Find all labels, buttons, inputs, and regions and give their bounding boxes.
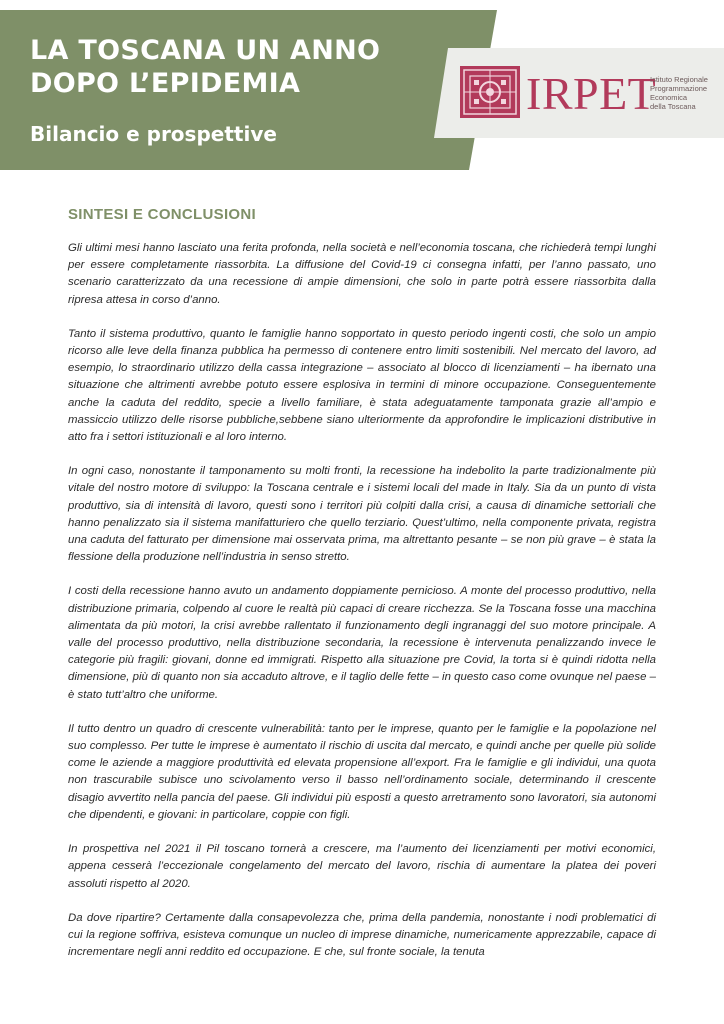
body-text — [68, 240, 656, 978]
title-line-2: DOPO L’EPIDEMIA — [30, 68, 301, 99]
paragraph: In ogni caso, nonostante il tamponamento su molti fronti, la recessione ha indebolito la parte tradizionalmente più vitale del nostro motore di sviluppo: la Toscana centrale e i sistemi locali del made in Italy. Sia da un punto di vista produttivo, sia di intensità di lavoro, questi sono i territori più colpiti dalla crisi, a causa di dinamiche settoriali che hanno penalizzato sia il sistema manifatturiero che quello terziario. Quest’ultimo, nella componente privata, registra una caduta del fatturato per dimensione mai osservata prima, ma altrettanto pesante – se non più grave – è stata la flessione della produzione nell’industria in senso stretto. — [68, 465, 656, 564]
section-heading: SINTESI E CONCLUSIONI — [68, 206, 256, 223]
document-title — [30, 34, 380, 100]
paragraph: Gli ultimi mesi hanno lasciato una ferita profonda, nella società e nell’economia toscana, che richiederà tempi lunghi per essere completamente riassorbita. La diffusione del Covid-19 ci consegna infatti, per l’anno passato, uno scenario caratterizzato da una recessione di ampie dimensioni, che solo in parte potrà essere riassorbita dalla ripresa attesa in corso d’anno. — [68, 242, 656, 306]
header-banner — [0, 10, 500, 170]
paragraph: In prospettiva nel 2021 il Pil toscano tornerà a crescere, ma l’aumento dei licenziamenti per motivi economici, appena cesserà l’eccezionale congelamento del mercato del lavoro, rischia di aumentare la platea dei poveri assoluti rispetto al 2020. — [68, 843, 656, 890]
document-subtitle: Bilancio e prospettive — [30, 122, 277, 146]
logo-wordmark: IRPET — [526, 68, 657, 119]
irpet-emblem-icon — [460, 64, 520, 120]
logo-sub-line: Economica — [650, 93, 688, 102]
paragraph: Tanto il sistema produttivo, quanto le famiglie hanno sopportato in questo periodo ingenti costi, che solo un ampio ricorso alle leve della finanza pubblica ha permesso di contenere entro limiti sostenibili. Nel mercato del lavoro, ad esempio, lo straordinario utilizzo della cassa integrazione – associato al blocco di licenziamenti – ha ibernato una situazione che altrimenti avrebbe potuto essere esplosiva in termini di minore occupazione. Conseguentemente anche la caduta del reddito, specie a livello familiare, è stata adeguatamente tamponata grazie all’ampio e massiccio utilizzo delle risorse pubbliche,sebbene siano ulteriormente da approfondire le implicazioni distributive in atto fra i settori istituzionali e al loro interno. — [68, 327, 656, 444]
title-line-1: LA TOSCANA UN ANNO — [30, 35, 381, 66]
logo-sub-line: Istituto Regionale — [650, 75, 708, 84]
paragraph: I costi della recessione hanno avuto un andamento doppiamente pernicioso. A monte del processo produttivo, nella distribuzione primaria, colpendo al cuore le realtà più capaci di creare ricchezza. Se la Toscana fosse una macchina alimentata da più motori, la crisi avrebbe rallentato il funzionamento degli ingranaggi del suo motore principale. A valle del processo produttivo, nella distribuzione secondaria, la recessione è intervenuta penalizzando invece le categorie più fragili: giovani, donne ed immigrati. Rispetto alla situazione pre Covid, la torta si è quindi ridotta nella dimensione, più di quanto non sia accaduto altrove, e il taglio delle fette – in questo caso come ovunque nel paese – è stato tutt’altro che uniforme. — [68, 585, 656, 701]
logo-sub-line: Programmazione — [650, 84, 708, 93]
paragraph: Da dove ripartire? Certamente dalla consapevolezza che, prima della pandemia, nonostante i nodi problematici di cui la regione soffriva, esisteva comunque un nucleo di imprese dinamiche, numericamente apprezzabile, capace di incrementare negli anni reddito ed occupazione. E che, sul fronte sociale, la tenuta — [68, 911, 656, 959]
irpet-logo — [460, 64, 710, 124]
logo-subtitle — [650, 75, 710, 111]
logo-sub-line: della Toscana — [650, 102, 696, 111]
paragraph: Il tutto dentro un quadro di crescente vulnerabilità: tanto per le imprese, quanto per le famiglie e la popolazione nel suo complesso. Per tutte le imprese è aumentato il rischio di uscita dal mercato, e quindi anche per quelle più solide come le aziende a maggiore produttività ed elevata propensione all’export. Fra le famiglie e gli individui, una quota non trascurabile subisce uno scivolamento verso il basso nell’ordinamento sociale, determinando il crescente disagio avvertito nella pancia del paese. Gli individui più esposti a questo arretramento sono lavoratori, sia autonomi che dipendenti, e giovani: in particolare, coppie con figli. — [68, 722, 656, 821]
